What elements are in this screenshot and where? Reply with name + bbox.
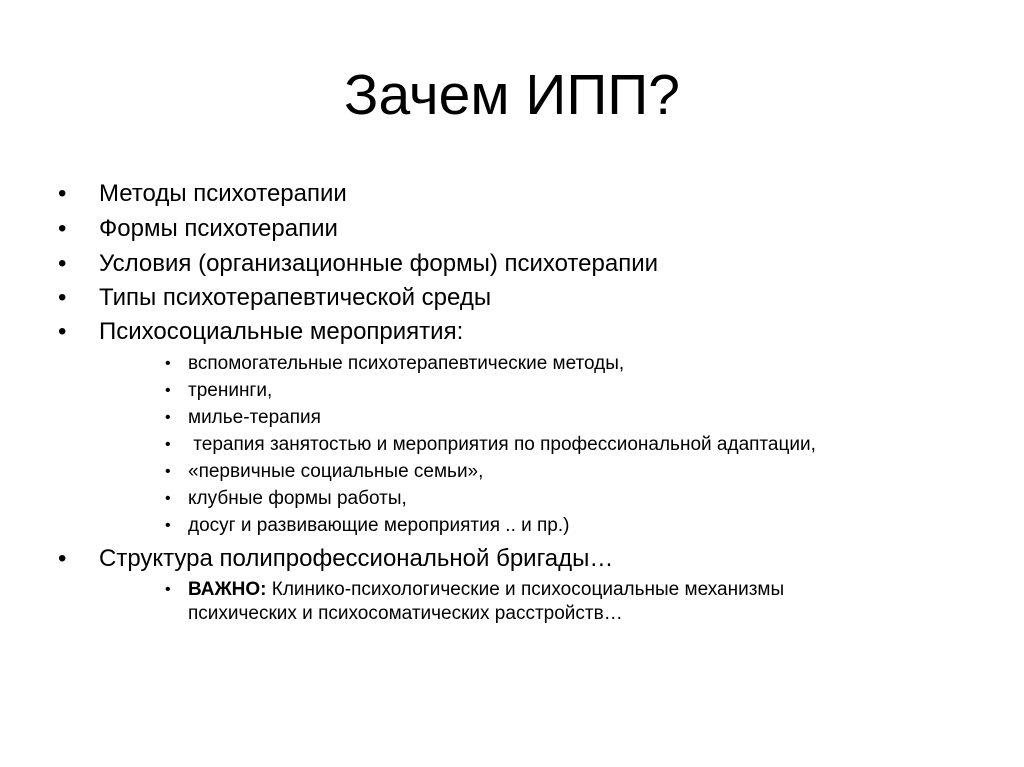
bullet-item — [58, 284, 492, 312]
bullet-item — [58, 545, 614, 573]
sub-item — [165, 460, 484, 484]
sub-item-text: «первичные социальные семьи», — [188, 461, 484, 482]
sub-item-text: милье-терапия — [188, 407, 321, 428]
important-note — [165, 578, 785, 602]
bullet-item — [58, 215, 338, 243]
sub-bullet-dot: • — [165, 517, 171, 534]
sub-bullet-dot: • — [165, 581, 171, 598]
sub-bullet-dot: • — [165, 436, 171, 453]
bullet-dot: • — [58, 318, 67, 345]
sub-item-text: клубные формы работы, — [188, 488, 407, 509]
slide-title: Зачем ИПП? — [344, 63, 680, 127]
bullet-text: Структура полипрофессиональной бригады… — [99, 545, 614, 572]
important-text-line1: Клинико-психологические и психосоциальные механизмы — [266, 579, 785, 600]
sub-item-text: вспомогательные психотерапевтические методы, — [188, 353, 625, 374]
important-note-continuation — [188, 602, 623, 626]
sub-item — [165, 487, 407, 511]
sub-item — [165, 406, 321, 430]
sub-item — [165, 379, 273, 403]
sub-item-text: досуг и развивающие мероприятия .. и пр.) — [188, 515, 570, 536]
sub-item-text: тренинги, — [188, 380, 273, 401]
important-label: ВАЖНО: — [188, 579, 267, 600]
sub-item — [165, 352, 625, 376]
bullet-item — [58, 180, 347, 208]
bullet-dot: • — [58, 180, 67, 207]
bullet-item — [58, 318, 464, 346]
bullet-dot: • — [58, 250, 67, 277]
sub-bullet-dot: • — [165, 490, 171, 507]
bullet-text: Условия (организационные формы) психотерапии — [99, 250, 659, 277]
bullet-text: Методы психотерапии — [99, 180, 347, 207]
important-text-line2: психических и психосоматических расстройств… — [188, 603, 623, 624]
sub-item — [165, 514, 570, 538]
sub-bullet-dot: • — [165, 382, 171, 399]
bullet-dot: • — [58, 215, 67, 242]
bullet-item — [58, 250, 659, 278]
sub-bullet-dot: • — [165, 355, 171, 372]
bullet-text: Психосоциальные мероприятия: — [99, 318, 464, 345]
bullet-dot: • — [58, 284, 67, 311]
sub-item-text: терапия занятостью и мероприятия по профессиональной адаптации, — [188, 434, 816, 455]
sub-bullet-dot: • — [165, 463, 171, 480]
bullet-text: Типы психотерапевтической среды — [99, 284, 492, 311]
bullet-text: Формы психотерапии — [99, 215, 338, 242]
sub-bullet-dot: • — [165, 409, 171, 426]
bullet-dot: • — [58, 545, 67, 572]
sub-item — [165, 433, 816, 457]
